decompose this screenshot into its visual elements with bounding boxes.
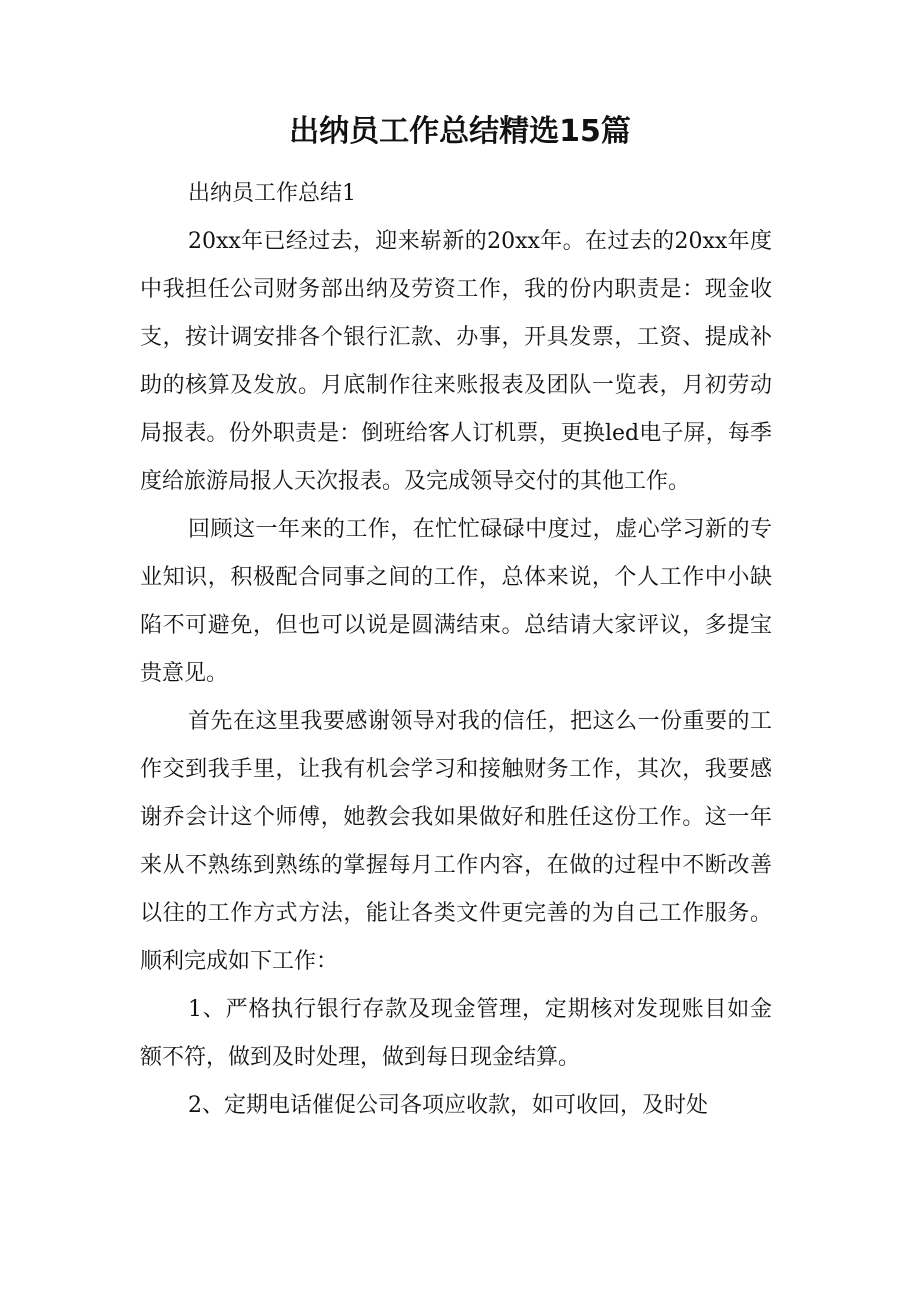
document-title: 出纳员工作总结精选15篇 — [289, 114, 631, 149]
section-heading: 出纳员工作总结1 — [188, 181, 356, 206]
paragraph: 首先在这里我要感谢领导对我的信任，把这么一份重要的工作交到我手里，让我有机会学习和接触财务工作，其次，我要感谢乔会计这个师傅，她教会我如果做好和胜任这份工作。这一年来从不熟练到熟练的掌握每月工作内容，在做的过程中不断改善以往的工作方式方法，能让各类文件更完善的为自己工作服务。顺利完成如下工作： — [140, 709, 772, 974]
paragraph: 2、定期电话催促公司各项应收款，如可收回，及时处 — [188, 1093, 708, 1118]
paragraph: 20xx年已经过去，迎来崭新的20xx年。在过去的20xx年度中我担任公司财务部出纳及劳资工作，我的份内职责是：现金收支，按计调安排各个银行汇款、办事，开具发票，工资、提成补助的核算及发放。月底制作往来账报表及团队一览表，月初劳动局报表。份外职责是：倒班给客人订机票，更换led电子屏，每季度给旅游局报人天次报表。及完成领导交付的其他工作。 — [140, 229, 772, 494]
paragraph: 回顾这一年来的工作，在忙忙碌碌中度过，虚心学习新的专业知识，积极配合同事之间的工作，总体来说，个人工作中小缺陷不可避免，但也可以说是圆满结束。总结请大家评议，多提宝贵意见。 — [140, 517, 772, 686]
document-body — [140, 170, 772, 1130]
paragraph: 1、严格执行银行存款及现金管理，定期核对发现账目如金额不符，做到及时处理，做到每日现金结算。 — [140, 997, 772, 1070]
